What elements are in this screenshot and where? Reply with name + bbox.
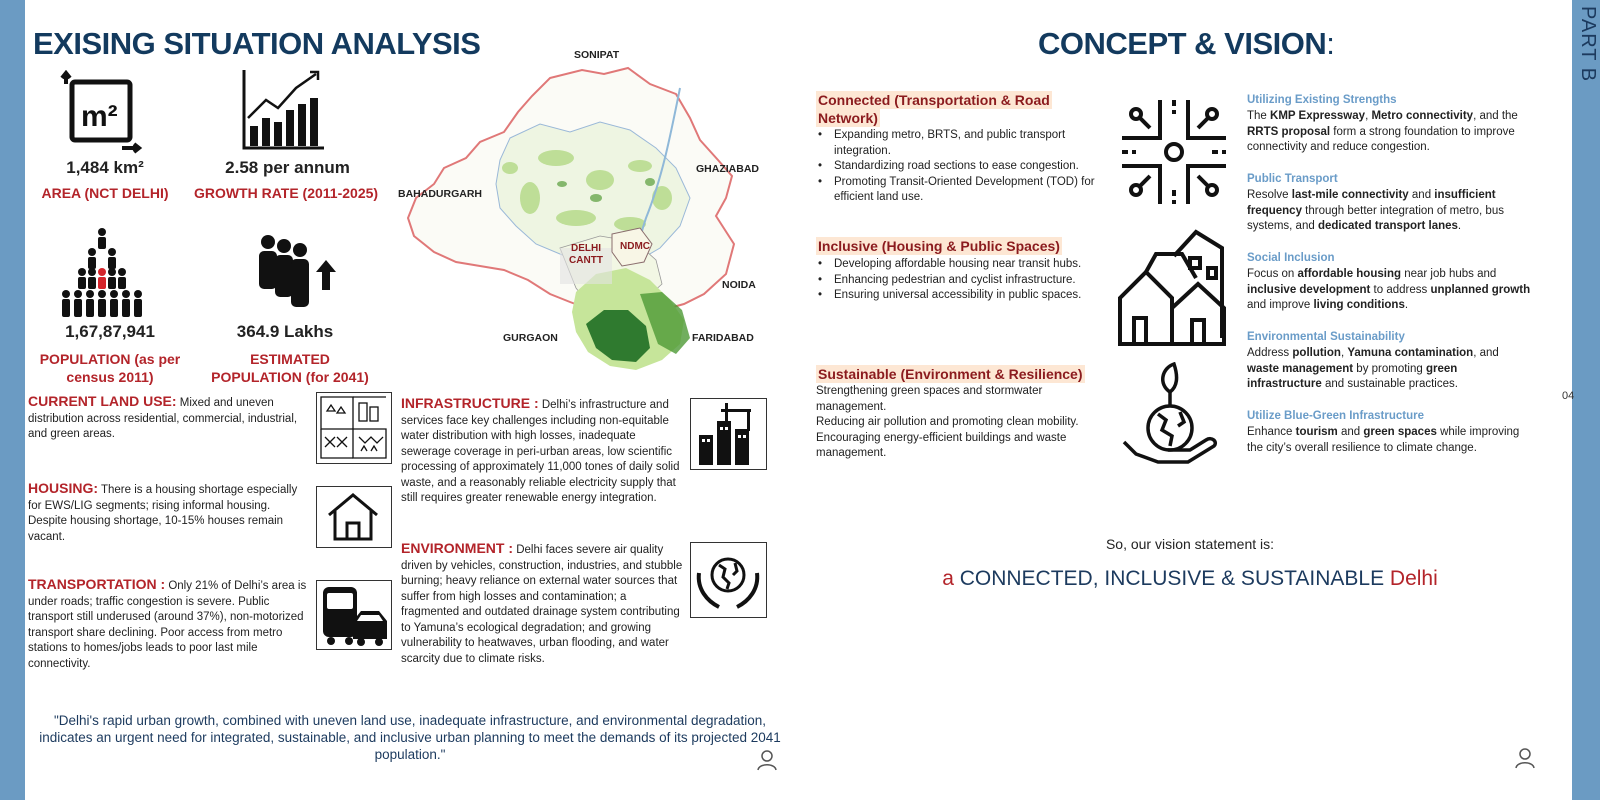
- transportation-paragraph: [28, 577, 308, 672]
- s4-b: pollution: [1292, 347, 1341, 359]
- land-use-icon: [316, 392, 392, 464]
- user-avatar-icon-left[interactable]: [756, 749, 778, 771]
- housing-lead: HOUSING:: [28, 480, 98, 496]
- housing-cluster-icon: [1116, 228, 1234, 348]
- map-label-bahadurgarh: BAHADURGARH: [398, 188, 482, 200]
- side-title-existing-strengths: Utilizing Existing Strengths: [1247, 94, 1397, 106]
- sustainable-heading: Sustainable (Environment & Resilience): [818, 366, 1083, 382]
- vision-statement: [880, 567, 1500, 591]
- s1-g: form a strong foundation to improve connectivity and reduce congestion.: [1247, 125, 1515, 153]
- s3-d: inclusive development: [1247, 283, 1371, 296]
- s4-c: ,: [1340, 347, 1348, 359]
- environment-lead: ENVIRONMENT :: [401, 540, 513, 556]
- map-label-ghaziabad: GHAZIABAD: [696, 163, 759, 175]
- map-label-sonipat: SONIPAT: [574, 49, 620, 61]
- population-label-line-1: POPULATION (as per: [39, 351, 181, 367]
- land-use-paragraph: [28, 394, 308, 443]
- s4-i: and sustainable practices.: [1321, 378, 1458, 390]
- s3-c: near job hubs and: [1401, 268, 1497, 280]
- s1-f: RRTS proposal: [1247, 125, 1331, 138]
- s2-b: last-mile connectivity: [1291, 189, 1409, 201]
- title-colon: :: [1326, 26, 1335, 61]
- vision-intro: So, our vision statement is:: [1105, 536, 1275, 552]
- map-label-faridabad: FARIDABAD: [692, 332, 754, 344]
- s1-d: Metro connectivity: [1371, 110, 1474, 122]
- side-text-blue-green: [1247, 425, 1532, 456]
- land-use-text: Mixed and uneven distribution across residential, commercial, industrial, and green areas.: [28, 397, 298, 440]
- estimated-population-label-line-2: POPULATION (for 2041): [211, 369, 369, 385]
- environment-text: Delhi faces severe air quality driven by vehicles, construction, industries, and stubble burning; heavy reliance on external water sources that suffer from high losses and contamination; a fragmented and outdated drainage system contributing to Yamuna’s ecological degradation; and growing vulnerability to heatwaves, urban flooding, and water scarcity due to climate risks.: [401, 544, 683, 665]
- area-icon: [60, 70, 144, 154]
- side-text-existing-strengths: [1247, 109, 1532, 156]
- s4-e: , and: [1473, 347, 1499, 359]
- map-label-delhi: DELHI: [571, 243, 601, 254]
- s4-h: green infrastructure: [1247, 362, 1458, 390]
- s2-d: insufficient frequency: [1247, 189, 1496, 217]
- s5-a: Enhance: [1247, 426, 1296, 438]
- s5-b: tourism: [1295, 426, 1338, 438]
- s2-f: dedicated transport lanes: [1317, 220, 1458, 232]
- map-label-noida: NOIDA: [722, 279, 756, 291]
- growth-label: GROWTH RATE (2011-2025): [193, 185, 379, 201]
- growth-chart-icon: [240, 68, 326, 152]
- estimated-population-label: [195, 350, 385, 386]
- s3-e: to address: [1370, 283, 1431, 296]
- s3-f: unplanned growth: [1430, 283, 1531, 296]
- page-title-right: [1038, 26, 1334, 62]
- s4-g: by promoting: [1353, 362, 1426, 375]
- inclusive-heading: Inclusive (Housing & Public Spaces): [818, 238, 1060, 254]
- s2-e: through better integration of metro, bus systems, and: [1247, 204, 1504, 232]
- transportation-lead: TRANSPORTATION :: [28, 576, 166, 592]
- s2-g: .: [1457, 220, 1462, 232]
- estimated-population-label-line-1: ESTIMATED: [250, 351, 330, 367]
- population-pyramid-icon: [58, 226, 146, 318]
- s1-b: KMP Expressway: [1270, 110, 1366, 122]
- estimated-population-value: 364.9 Lakhs: [236, 322, 334, 341]
- s1-c: ,: [1365, 110, 1372, 122]
- sustainable-text: Strengthening green spaces and stormwater management. Reducing air pollution and promoting clean mobility. Encouraging energy-efficient buildings and waste management.: [816, 385, 1079, 459]
- connected-list: [816, 128, 1101, 206]
- land-use-lead: CURRENT LAND USE:: [28, 393, 177, 409]
- population-growth-icon: [256, 234, 348, 310]
- connected-item-3: • Promoting Transit-Oriented Development (TOD) for efficient land use.: [816, 175, 1101, 206]
- s3-h: living conditions: [1313, 299, 1405, 311]
- map-label-cantt: CANTT: [569, 255, 603, 266]
- s3-b: affordable housing: [1297, 268, 1401, 280]
- vision-a: a: [942, 567, 960, 590]
- s3-a: Focus on: [1247, 268, 1298, 280]
- inclusive-item-1: • Developing affordable housing near transit hubs.: [816, 257, 1086, 273]
- housing-text: There is a housing shortage especially for EWS/LIG segments; rising informal housing. Despite housing shortage, 10-15% houses remain vacant.: [28, 484, 298, 543]
- left-border: [0, 0, 25, 800]
- growth-value: 2.58 per annum: [225, 158, 350, 177]
- s3-i: .: [1404, 299, 1409, 311]
- environment-paragraph: [401, 541, 686, 667]
- s1-a: The: [1247, 110, 1271, 122]
- connected-item-1: • Expanding metro, BRTS, and public transport integration.: [816, 128, 1101, 159]
- s4-f: waste management: [1247, 362, 1354, 375]
- road-network-icon: [1118, 96, 1230, 208]
- right-border: [1572, 0, 1600, 800]
- side-title-public-transport: Public Transport: [1247, 173, 1338, 185]
- page-number: 04: [1562, 390, 1575, 402]
- vision-delhi: Delhi: [1389, 567, 1438, 590]
- infrastructure-paragraph: [401, 396, 686, 507]
- inclusive-item-3: • Ensuring universal accessibility in public spaces.: [816, 288, 1086, 304]
- s5-c: and: [1337, 426, 1364, 438]
- side-title-social-inclusion: Social Inclusion: [1247, 252, 1335, 264]
- transportation-text: Only 21% of Delhi’s area is under roads; traffic congestion is severe. Public transport still underused (around 37%), non-motorized transport share declining. Poor access from metro stations to homes/jobs leads to poor last mile connectivity.: [28, 580, 307, 670]
- area-icon-text: m²: [81, 100, 118, 133]
- city-construction-icon: [690, 398, 767, 470]
- s2-c: and: [1408, 189, 1435, 201]
- globe-plant-hand-icon: [1118, 362, 1222, 478]
- side-text-environmental-sustainability: [1247, 346, 1532, 393]
- side-title-blue-green: Utilize Blue-Green Infrastructure: [1247, 410, 1425, 422]
- s5-d: green spaces: [1363, 426, 1437, 438]
- globe-hands-icon: [690, 542, 767, 618]
- area-label: AREA (NCT DELHI): [41, 185, 169, 201]
- connected-heading-line-1: Connected (Transportation & Road: [818, 92, 1050, 108]
- house-icon: [316, 486, 392, 548]
- side-text-social-inclusion: [1247, 267, 1532, 314]
- map-label-delhi-cantt: [564, 243, 608, 267]
- conclusion-quote: "Delhi's rapid urban growth, combined with uneven land use, inadequate infrastructure, and environmental degradation, indicates an urgent need for integrated, sustainable, and inclusive urban planning to meet the demands of its projected 2041 population.": [39, 713, 781, 762]
- population-value: 1,67,87,941: [65, 322, 155, 341]
- s2-a: Resolve: [1247, 189, 1292, 201]
- s4-d: Yamuna contamination: [1347, 347, 1474, 359]
- side-title-environmental-sustainability: Environmental Sustainability: [1247, 331, 1405, 343]
- connected-heading-line-2: Network): [818, 110, 878, 126]
- map-label-ndmc: NDMC: [620, 241, 650, 252]
- concept-vision-title: CONCEPT & VISION: [1038, 26, 1327, 61]
- infrastructure-lead: INFRASTRUCTURE :: [401, 395, 539, 411]
- map-label-gurgaon: GURGAON: [503, 332, 558, 344]
- page-title-left: EXISING SITUATION ANALYSIS: [33, 26, 481, 61]
- part-label: PART B: [1577, 6, 1599, 83]
- side-text-public-transport: [1247, 188, 1532, 235]
- infrastructure-text: Delhi’s infrastructure and services face key challenges including non-equitable water distribution with high losses, inadequate sewerage coverage in peri-urban areas, low scientific processing of approximately 11,000 tones of daily solid waste, and a reasonably reliable electricity supply that still requires greater renewable energy integration.: [401, 399, 680, 504]
- s4-a: Address: [1247, 347, 1293, 359]
- population-label: [25, 350, 195, 386]
- vision-main: CONNECTED, INCLUSIVE & SUSTAINABLE: [959, 567, 1390, 590]
- bus-car-icon: [316, 580, 392, 650]
- s5-e: while improving the city’s overall resilience to climate change.: [1247, 426, 1520, 454]
- inclusive-item-2: • Enhancing pedestrian and cyclist infrastructure.: [816, 273, 1086, 289]
- connected-item-2: • Standardizing road sections to ease congestion.: [816, 159, 1101, 175]
- area-value: 1,484 km²: [66, 158, 144, 177]
- housing-paragraph: [28, 481, 308, 545]
- s3-g: and improve: [1247, 299, 1314, 311]
- s1-e: , and the: [1473, 110, 1518, 122]
- inclusive-list: [816, 257, 1086, 304]
- user-avatar-icon-right[interactable]: [1514, 747, 1536, 769]
- population-label-line-2: census 2011): [66, 369, 154, 385]
